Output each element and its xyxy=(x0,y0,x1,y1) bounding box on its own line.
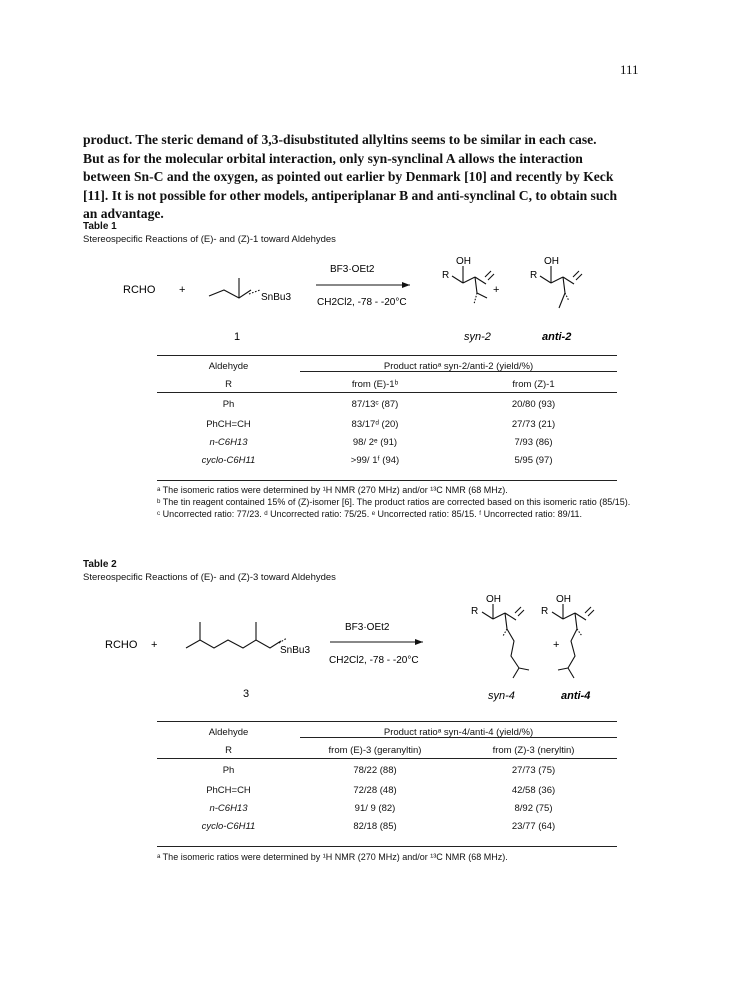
product-label-syn-4: syn-4 xyxy=(488,690,515,702)
cell-e: >99/ 1ᶠ (94) xyxy=(350,454,400,466)
paragraph-line: But as for the molecular orbital interaction, only syn-synclinal A allows the interaction xyxy=(83,150,583,166)
product-label-anti-2: anti-2 xyxy=(542,331,572,343)
paragraph-line: between Sn-C and the oxygen, as pointed out earlier by Denmark [10] and recently by Keck xyxy=(83,169,614,185)
plus-sign: + xyxy=(179,284,186,296)
product-label-syn-2: syn-2 xyxy=(464,331,491,343)
cell-r: PhCH=CH xyxy=(206,784,251,796)
cell-e: 78/22 (88) xyxy=(353,764,397,776)
cell-e: 83/17ᵈ (20) xyxy=(351,418,399,430)
header-r: R xyxy=(225,378,232,390)
header-from-e: from (E)-3 (geranyltin) xyxy=(328,744,422,756)
allyltin-structure xyxy=(209,278,260,298)
table1-subheader-row xyxy=(157,375,617,393)
cell-z: 42/58 (36) xyxy=(511,784,556,796)
reactant-rcho: RCHO xyxy=(105,639,138,651)
r-label: R xyxy=(442,270,450,281)
header-product-ratio: Product ratioᵃ syn-4/anti-4 (yield/%) xyxy=(383,726,534,738)
cell-z: 5/95 (97) xyxy=(514,454,553,466)
reactant-rcho: RCHO xyxy=(123,284,156,296)
snbu3-label: SnBu3 xyxy=(280,645,311,656)
plus-sign: + xyxy=(553,639,560,651)
table-row xyxy=(157,433,617,451)
cell-r: Ph xyxy=(222,398,235,410)
footnote: ᵇ The tin reagent contained 15% of (Z)-isomer [6]. The product ratios are corrected based on this isomeric ratio (85/15). xyxy=(157,497,631,507)
table2-bottom-rule xyxy=(157,846,617,847)
product-label-anti-4: anti-4 xyxy=(561,690,591,702)
cell-r: Ph xyxy=(222,764,235,776)
header-from-z: from (Z)-1 xyxy=(512,378,555,390)
footnote: ᵃ The isomeric ratios were determined by ¹H NMR (270 MHz) and/or ¹³C NMR (68 MHz). xyxy=(157,485,508,495)
table-row xyxy=(157,817,617,835)
cell-z: 20/80 (93) xyxy=(511,398,556,410)
cell-e: 72/28 (48) xyxy=(353,784,397,796)
r-label: R xyxy=(530,270,538,281)
header-aldehyde: Aldehyde xyxy=(208,726,249,738)
table2-footnotes xyxy=(157,851,508,863)
oh-label: OH xyxy=(456,256,471,267)
reagent-number: 1 xyxy=(234,331,241,343)
table2-caption: Stereospecific Reactions of (E)- and (Z)-3 toward Aldehydes xyxy=(83,572,336,583)
syn-2-structure xyxy=(452,266,494,304)
table2-header-row xyxy=(157,723,617,741)
reaction-arrow xyxy=(316,282,410,288)
r-label: R xyxy=(471,606,479,617)
header-from-e: from (E)-1ᵇ xyxy=(351,378,399,390)
header-from-z: from (Z)-3 (neryltin) xyxy=(492,744,575,756)
cell-z: 23/77 (64) xyxy=(511,820,556,832)
cell-z: 8/92 (75) xyxy=(514,802,553,814)
plus-sign: + xyxy=(151,639,158,651)
cell-z: 27/73 (75) xyxy=(511,764,556,776)
r-label: R xyxy=(541,606,549,617)
paragraph-line: [11]. It is not possible for other models, antiperiplanar B and anti-synclinal C, to obtain such xyxy=(83,187,618,203)
table2-top-rule xyxy=(157,721,617,722)
catalyst-label: BF3·OEt2 xyxy=(345,622,390,633)
table-row xyxy=(157,759,617,781)
cell-r: n-C6H13 xyxy=(209,436,248,448)
table1-bottom-rule xyxy=(157,480,617,481)
table1-caption: Stereospecific Reactions of (E)- and (Z)-1 toward Aldehydes xyxy=(83,234,336,245)
cell-e: 82/18 (85) xyxy=(353,820,397,832)
reagent-number: 3 xyxy=(243,688,250,700)
cell-e: 98/ 2ᵉ (91) xyxy=(352,436,398,448)
anti-2-structure xyxy=(540,266,582,308)
header-r: R xyxy=(225,744,232,756)
cell-r: PhCH=CH xyxy=(206,418,251,430)
page-number: 111 xyxy=(620,62,639,77)
table2-reaction-scheme xyxy=(83,586,683,716)
table-row xyxy=(157,781,617,799)
cell-z: 27/73 (21) xyxy=(511,418,556,430)
table2-data xyxy=(157,723,617,835)
conditions-label: CH2Cl2, -78 - -20°C xyxy=(317,297,407,308)
table-row xyxy=(157,415,617,433)
paragraph-line: product. The steric demand of 3,3-disubstituted allyltins seems to be similar in each case. xyxy=(83,132,597,147)
table2-subheader-row xyxy=(157,741,617,759)
table-row xyxy=(157,393,617,415)
reaction-arrow xyxy=(330,639,423,645)
cell-e: 91/ 9 (82) xyxy=(354,802,396,814)
cell-r: cyclo-C6H11 xyxy=(201,454,256,466)
cell-r: n-C6H13 xyxy=(209,802,248,814)
plus-sign: + xyxy=(493,284,500,296)
table1-footnotes xyxy=(157,484,630,520)
paragraph-line: an advantage. xyxy=(83,206,164,222)
table1-label: Table 1 xyxy=(83,221,117,232)
oh-label: OH xyxy=(556,594,571,605)
body-paragraph xyxy=(83,131,653,224)
header-aldehyde: Aldehyde xyxy=(208,360,249,372)
snbu3-label: SnBu3 xyxy=(261,292,292,303)
table-row xyxy=(157,451,617,469)
footnote: ᵃ The isomeric ratios were determined by ¹H NMR (270 MHz) and/or ¹³C NMR (68 MHz). xyxy=(157,852,508,862)
table1-header-row xyxy=(157,357,617,375)
oh-label: OH xyxy=(486,594,501,605)
header-product-ratio: Product ratioᵃ syn-2/anti-2 (yield/%) xyxy=(383,360,534,372)
table-row xyxy=(157,799,617,817)
syn-4-structure xyxy=(482,604,529,678)
cell-e: 87/13ᶜ (87) xyxy=(351,398,399,410)
catalyst-label: BF3·OEt2 xyxy=(330,264,375,275)
table1-top-rule xyxy=(157,355,617,356)
prenyltin-structure xyxy=(186,622,287,648)
table2-label: Table 2 xyxy=(83,559,117,570)
oh-label: OH xyxy=(544,256,559,267)
conditions-label: CH2Cl2, -78 - -20°C xyxy=(329,655,419,666)
footnote: ᶜ Uncorrected ratio: 77/23. ᵈ Uncorrected ratio: 75/25. ᵉ Uncorrected ratio: 85/15. ᶠ Uncorrected ratio: 89/11. xyxy=(157,509,583,519)
table1-data xyxy=(157,357,617,469)
cell-r: cyclo-C6H11 xyxy=(201,820,256,832)
cell-z: 7/93 (86) xyxy=(514,436,553,448)
table1-reaction-scheme xyxy=(83,248,683,353)
